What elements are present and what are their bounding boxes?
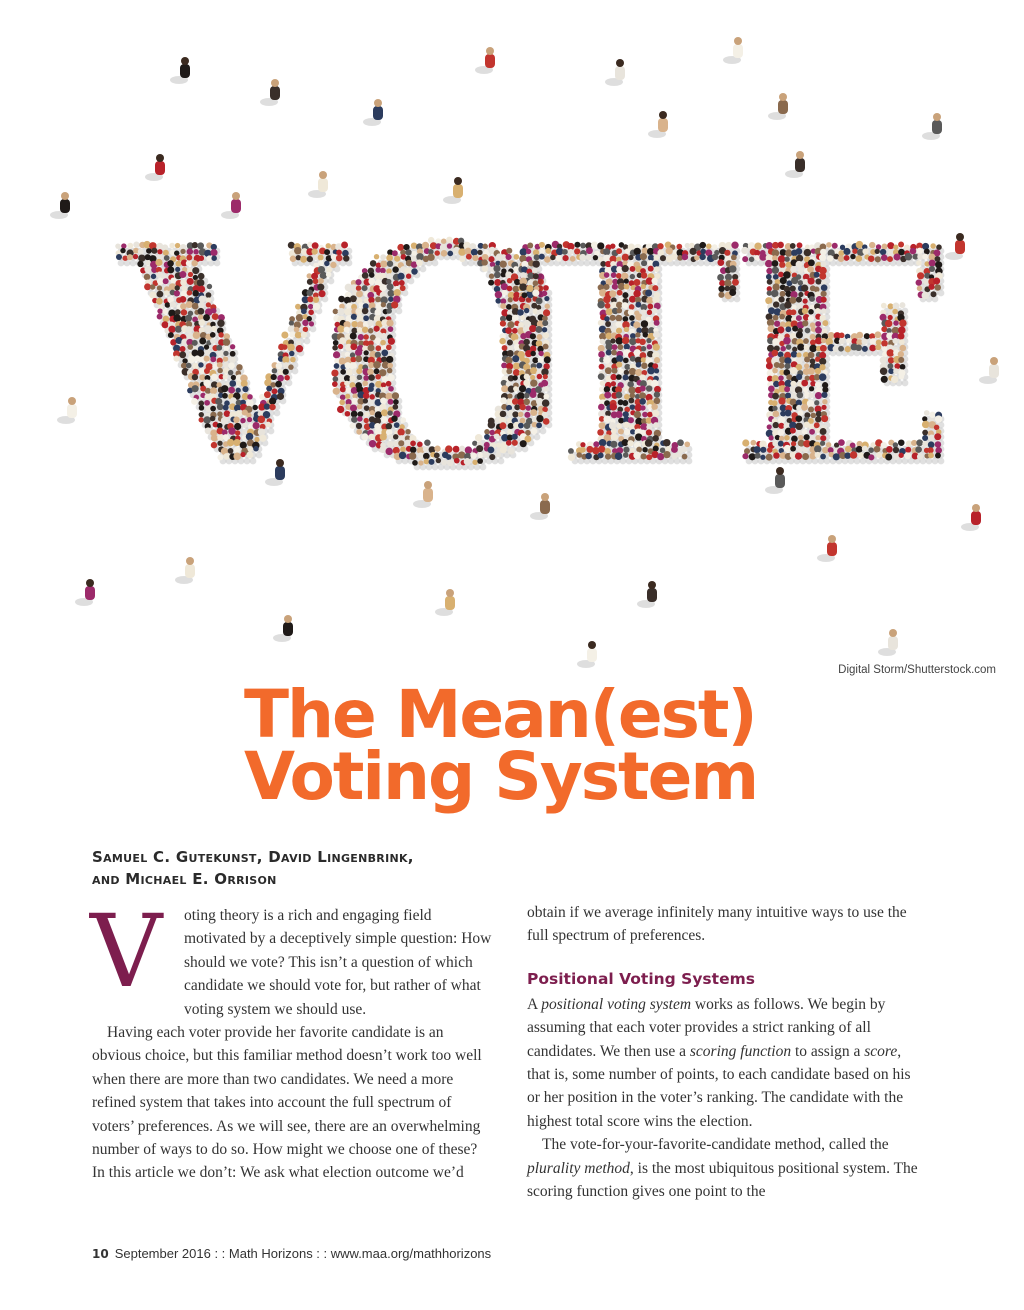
walking-person [75, 579, 95, 606]
term-score: score [864, 1042, 898, 1060]
authors-line-2: and Michael E. Orrison [92, 870, 277, 888]
walking-person [605, 59, 625, 86]
walking-person [723, 37, 743, 64]
walking-person [878, 629, 898, 656]
author-byline [92, 846, 532, 890]
right-column [527, 901, 927, 1203]
walking-person [57, 397, 77, 424]
walking-person [145, 154, 165, 181]
body-paragraph-2: Having each voter provide her favorite candidate is an obvious choice, but this familiar method doesn’t work too well when there are more than two candidates. We need a more refined system that takes into account the full spectrum of voters’ preferences. As we will see, there are an overwhelming number of ways to do so. How might we choose one of these? In this article we don’t: We ask what election outcome we’d [92, 1024, 482, 1182]
walking-person [961, 504, 981, 531]
title-line-1: The Mean(est) [244, 676, 756, 753]
walking-person [577, 641, 597, 668]
article-title [244, 676, 864, 815]
intro-text: oting theory is a rich and engaging field motivated by a deceptively simple question: How should we vote? This isn’t a question of which candidate we should vote for, but rather of what voting system we should use. [184, 907, 492, 1018]
crowd-letter-o [331, 237, 552, 471]
drop-cap: V [90, 893, 163, 1010]
section-heading: Positional Voting Systems [527, 969, 755, 988]
walking-person [175, 557, 195, 584]
authors-line-1: Samuel C. Gutekunst, David Lingenbrink, [92, 848, 414, 866]
walking-person [308, 171, 328, 198]
intro-paragraph [90, 893, 492, 1021]
plurality-paragraph: The vote-for-your-favorite-candidate method, called the plurality method, is the most ubiquitous positional system. The scoring function gives one point to the [527, 1136, 918, 1201]
term-positional-voting-system: positional voting system [541, 995, 692, 1013]
left-column [90, 893, 492, 1185]
walking-person [221, 192, 241, 219]
crowd-letter-t [519, 241, 740, 465]
walking-person [817, 535, 837, 562]
crowd-letter-e [741, 241, 944, 464]
walking-person [435, 589, 455, 616]
walking-person [265, 459, 285, 486]
walking-person [443, 177, 463, 204]
walking-person [530, 493, 550, 520]
walking-person [50, 192, 70, 219]
footer-text: September 2016 : : Math Horizons : : www.maa.org/mathhorizons [114, 1246, 492, 1261]
walking-person [945, 233, 965, 260]
walking-person [637, 581, 657, 608]
page-footer [92, 1246, 491, 1261]
walking-person [648, 111, 668, 138]
walking-person [979, 357, 999, 384]
term-scoring-function: scoring function [689, 1042, 792, 1060]
walking-person [273, 615, 293, 642]
photo-credit: Digital Storm/Shutterstock.com [838, 664, 996, 676]
walking-person [413, 481, 433, 508]
walking-person [475, 47, 495, 74]
title-line-2: Voting System [244, 738, 758, 815]
walking-person [363, 99, 383, 126]
walking-person [768, 93, 788, 120]
body-paragraph-continued: obtain if we average infinitely many intuitive ways to use the full spectrum of preferences. [527, 904, 907, 945]
walking-person [260, 79, 280, 106]
walking-person [922, 113, 942, 140]
walking-person [785, 151, 805, 178]
walking-person [170, 57, 190, 84]
walking-person [765, 467, 785, 494]
page-number: 10 [92, 1247, 109, 1261]
crowd-letter-v [115, 241, 352, 464]
term-plurality-method: plurality method [527, 1159, 630, 1177]
positional-paragraph: A positional voting system works as follows. We begin by assuming that each voter provides a strict ranking of all candidates. We then use a scoring function to assign a score, that is, some number of points, to each candidate based on his or her position in the voter’s ranking. The candidate with the highest total score wins the election. [527, 995, 911, 1130]
crowd-letters [115, 237, 944, 471]
